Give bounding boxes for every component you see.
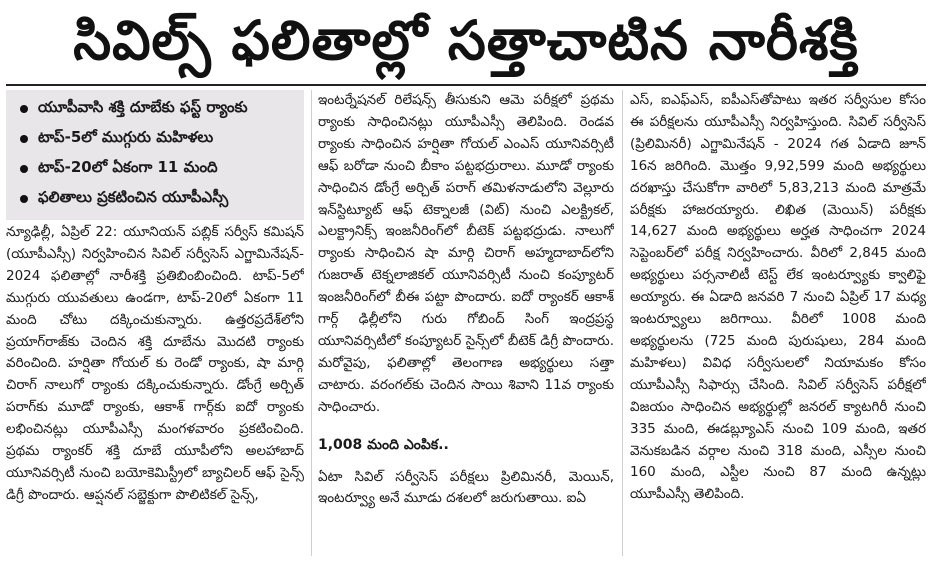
column-2-text: ఇంటర్నేషనల్ రిలేషన్స్ తీసుకుని ఆమె పరీక్షలో ప్రథమ ర్యాంకు సాధించినట్లు యూపీఎస్సీ తెలిపింది. రెండవ ర్యాంకు సాధించిన హర్షితా గోయల్ ఎంఎస్ యూనివర్సిటీ ఆఫ్ బరోడా నుంచి బీకాం పట్టభద్రురాలు. మూడో ర్యాంకు సాధించిన డోంగ్రే అర్చిత్ పరాగ్ తమిళనాడులోని వెల్లూరు ఇన్‌స్టిట్యూట్ ఆఫ్ టెక్నాలజీ (విట్) నుంచి ఎలక్ట్రికల్, ఎలక్ట్రానిక్స్ ఇంజనీరింగ్‌లో బీటెక్ పట్టభద్రుడు. నాలుగో ర్యాంకు సాధించిన షా మార్గి చిరాగ్ అహ్మదాబాద్‌లోని గుజరాత్ టెక్నలాజికల్ యూనివర్సిటీ నుంచి కంప్యూటర్ ఇంజనీరింగ్‌లో బీఈ పట్టా పొందారు. ఐదో ర్యాంకర్ ఆకాశ్ గార్గ్ ఢిల్లీలోని గురు గోబింద్ సింగ్ ఇంద్రప్రస్థ యూనివర్సిటీలో కంప్యూటర్ సైన్స్‌లో బీటెక్ డిగ్రీ పొందారు. మరోవైపు, ఫలితాల్లో తెలంగాణ అభ్యర్థులు సత్తా చాటారు. వరంగల్‌కు చెందిన సాయి శివాని 11వ ర్యాంకు సాధించారు. [318,92,614,415]
highlight-item [12,94,298,124]
article-column-3 [630,90,926,558]
highlight-text: టాప్-5లో ముగ్గురు మహిళలు [38,128,214,146]
column-3-text: ఎస్, ఐఎఫ్ఎస్, ఐపీఎస్‌తోపాటు ఇతర సర్వీసుల కోసం ఈ పరీక్షలను యూపీఎస్సీ నిర్వహిస్తుంది. సివిల్ సర్వీసెస్ (ప్రిలిమినరీ) ఎగ్జామినేషన్ - 2024 గత ఏడాది జూన్ 16న జరిగింది. మొత్తం 9,92,599 మంది అభ్యర్థులు దరఖాస్తు చేసుకోగా వారిలో 5,83,213 మంది మాత్రమే పరీక్షకు హాజరయ్యారు. లిఖిత (మెయిన్) పరీక్షకు 14,627 మంది అభ్యర్థులు అర్హత సాధించగా 2024 సెప్టెంబర్‌లో పరీక్ష నిర్వహించారు. వీరిలో 2,845 మంది అభ్యర్థులు పర్సనాలిటీ టెస్ట్ లేక ఇంటర్వ్యూకు క్వాలిఫై అయ్యారు. ఈ ఏడాది జనవరి 7 నుంచి ఏప్రిల్ 17 మధ్య ఇంటర్వ్యూలు జరిగాయి. వీరిలో 1008 మంది అభ్యర్థులను (725 మంది పురుషులు, 284 మంది మహిళలు) వివిధ సర్వీసులలో నియామకం కోసం యూపీఎస్సీ సిఫార్సు చేసింది. సివిల్ సర్వీసెస్ పరీక్షలో విజయం సాధించిన అభ్యర్థుల్లో జనరల్ క్యాటగిరీ నుంచి 335 మంది, ఈడబ్ల్యూఎస్ నుంచి 109 మంది, ఇతర వెనుకబడిన వర్గాల నుంచి 318 మంది, ఎస్సీల నుంచి 160 మంది, ఎస్టీల నుంచి 87 మంది ఉన్నట్లు యూపీఎస్సీ తెలిపింది. [630,92,926,503]
headline-rule [6,84,926,86]
bullet-icon [20,135,28,143]
highlight-text: ఫలితాలు ప్రకటించిన యూపీఎస్సీ [38,188,229,206]
highlight-item [12,124,298,154]
highlight-item [12,154,298,184]
bullet-icon [20,105,28,113]
subheading: 1,008 మంది ఎంపిక.. [318,436,449,453]
article-column-1 [6,222,304,558]
highlight-text: టాప్-20లో ఏకంగా 11 మంది [38,158,218,176]
highlight-text: యూపీవాసి శక్తి దూబేకు ఫస్ట్ ర్యాంకు [38,98,248,116]
column-2-tail-text: ఏటా సివిల్ సర్వీసెస్ పరీక్షలు ప్రిలిమినరీ, మెయిన్, ఇంటర్వ్యూ అనే మూడు దశలలో జరుగుతాయి. ఐఏ [318,468,614,507]
column-1-text: న్యూఢిల్లీ, ఏప్రిల్ 22: యూనియన్ పబ్లిక్ సర్వీస్ కమిషన్ (యూపీఎస్సీ) నిర్వహించిన సివిల్ సర్వీసెస్ ఎగ్జామినేషన్- 2024 ఫలితాల్లో నారీశక్తి ప్రతిబింబించింది. టాప్-5లో ముగ్గురు యువతులు ఉండగా, టాప్-20లో ఏకంగా 11 మంది చోటు దక్కించుకున్నారు. ఉత్తరప్రదేశ్‌లోని ప్రయాగ్‌రాజ్‌కు చెందిన శక్తి దూబేను మొదటి ర్యాంకు వరించింది. హర్షితా గోయల్ కు రెండో ర్యాంకు, షా మార్గి చిరాగ్ నాలుగో ర్యాంకు దక్కించుకున్నారు. డోంగ్రే అర్చిత్ పరాగ్‌కు మూడో ర్యాంకు, ఆకాశ్ గార్గ్‌కు ఐదో ర్యాంకు లభించినట్లు యూపీఎస్సీ మంగళవారం ప్రకటించింది. ప్రథమ ర్యాంకర్ శక్తి దూబే యూపీలోని అలహాబాద్ యూనివర్సిటీ నుంచి బయోకెమిస్ట్రీలో బ్యాచిలర్ ఆఫ్ సైన్స్ డిగ్రీ పొందారు. ఆప్షనల్ సబ్జెక్టుగా పొలిటికల్ సైన్స్, [6,224,304,503]
highlight-item [12,184,298,214]
headline: సివిల్స్ ఫలితాల్లో సత్తాచాటిన నారీశక్తి [73,9,859,72]
bullet-icon [20,195,28,203]
highlights-box [6,90,304,220]
bullet-icon [20,165,28,173]
article-column-2 [318,90,614,558]
column-divider [311,90,312,556]
column-divider [622,90,623,556]
